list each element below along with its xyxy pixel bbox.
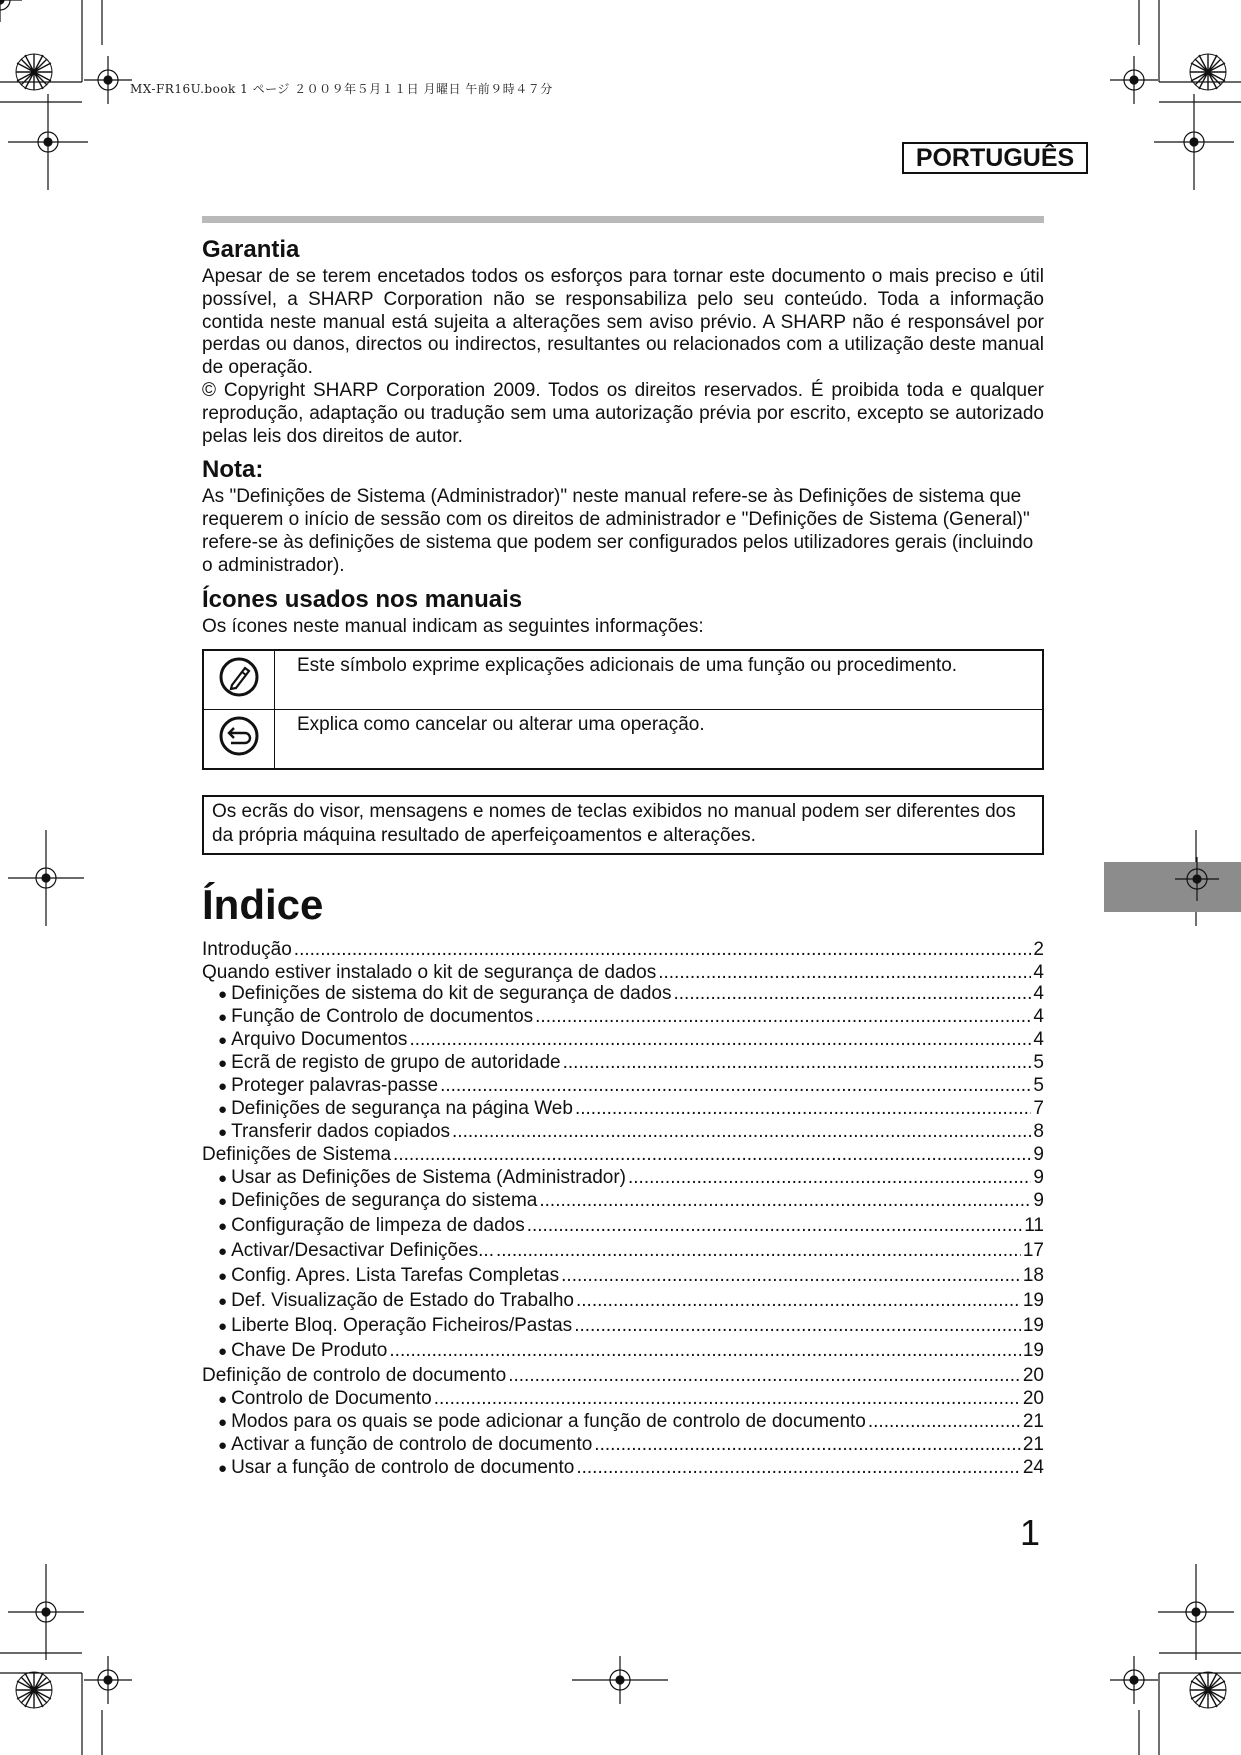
toc-entry-label: Definição de controlo de documento (202, 1365, 507, 1387)
toc-entry[interactable] (202, 1315, 1044, 1340)
toc-leader-dots (574, 1315, 1021, 1337)
bullet-icon: ● (218, 1170, 228, 1188)
warranty-heading: Garantia (202, 236, 300, 263)
toc-entry-page: 9 (1033, 1167, 1044, 1189)
toc-entry[interactable] (202, 1265, 1044, 1290)
toc-entry-label: Definições de segurança do sistema (231, 1190, 538, 1212)
note-heading: Nota: (202, 456, 264, 484)
toc-entry-label: Config. Apres. Lista Tarefas Completas (231, 1265, 560, 1287)
warranty-paragraph: Apesar de se terem encetados todos os esforços para tornar este documento o mais preciso e útil possível, a SHARP Corporation não se responsabiliza pelo seu conteúdo. Toda a informação contida neste manual está sujeita a alterações sem aviso prévio. A SHARP não é responsável por perdas ou danos, directos ou indirectos, resultantes ou relacionados com a utilização deste manual de operação. (202, 266, 1044, 379)
toc-entry[interactable] (202, 1075, 1044, 1098)
toc-entry[interactable] (202, 1388, 1044, 1411)
toc-entry[interactable] (202, 1098, 1044, 1121)
toc-entry-label: Ecrã de registo de grupo de autoridade (231, 1052, 561, 1074)
toc-leader-dots (576, 1457, 1021, 1479)
toc-entry[interactable] (202, 1144, 1044, 1167)
toc-entry-page: 9 (1033, 1190, 1044, 1212)
toc-entry[interactable] (202, 1411, 1044, 1434)
toc-leader-dots (594, 1434, 1021, 1456)
toc-entry-page: 11 (1024, 1215, 1044, 1237)
toc-entry-page: 9 (1033, 1144, 1044, 1166)
icons-table (202, 649, 1044, 770)
toc-entry-label: Usar a função de controlo de documento (231, 1457, 575, 1479)
toc-entry-page: 8 (1033, 1121, 1044, 1143)
toc-entry-label: Definições de segurança na página Web (231, 1098, 573, 1120)
toc-entry[interactable] (202, 939, 1044, 962)
toc-leader-dots (496, 1240, 1021, 1262)
toc-leader-dots (563, 1052, 1032, 1074)
toc-entry[interactable] (202, 983, 1044, 1006)
toc-entry[interactable] (202, 1215, 1044, 1240)
toc-entry-label: Chave De Produto (231, 1340, 388, 1362)
toc-entry-page: 18 (1022, 1265, 1044, 1287)
bullet-icon: ● (218, 1009, 228, 1027)
toc-leader-dots (508, 1365, 1021, 1387)
toc-leader-dots (539, 1190, 1031, 1212)
bullet-icon: ● (218, 1124, 228, 1142)
toc-entry-label: Arquivo Documentos (231, 1029, 408, 1051)
icons-table-row (203, 710, 1043, 770)
bullet-icon: ● (218, 1391, 228, 1409)
bullet-icon: ● (218, 1343, 228, 1361)
toc-leader-dots (440, 1075, 1031, 1097)
bullet-icon: ● (218, 1293, 228, 1311)
toc-entry-page: 20 (1022, 1388, 1044, 1410)
side-tab-registration-mark (1174, 856, 1220, 902)
toc-leader-dots (527, 1215, 1023, 1237)
icon-description: Explica como cancelar ou alterar uma operação. (275, 710, 1044, 770)
toc-entry-label: Definições de sistema do kit de segurança de dados (231, 983, 672, 1005)
toc-entry-page: 21 (1022, 1434, 1044, 1456)
toc-entry[interactable] (202, 962, 1044, 983)
bullet-icon: ● (218, 1193, 228, 1211)
toc-entry-page: 4 (1033, 1006, 1044, 1028)
toc-entry-page: 5 (1033, 1052, 1044, 1074)
toc-entry[interactable] (202, 1290, 1044, 1315)
toc-entry-label: Configuração de limpeza de dados (231, 1215, 525, 1237)
bullet-icon: ● (218, 1055, 228, 1073)
toc-leader-dots (434, 1388, 1021, 1410)
toc-leader-dots (868, 1411, 1021, 1433)
bullet-icon: ● (218, 1101, 228, 1119)
toc-entry-page: 17 (1022, 1240, 1044, 1262)
icons-heading: Ícones usados nos manuais (202, 585, 523, 613)
copyright-paragraph: © Copyright SHARP Corporation 2009. Todos os direitos reservados. É proibida toda e qualquer reprodução, adaptação ou tradução sem uma autorização prévia por escrito, excepto se autorizado pelas leis dos direitos de autor. (202, 379, 1044, 447)
bullet-icon: ● (218, 1414, 228, 1432)
toc-entry-label: Activar a função de controlo de documento (231, 1434, 593, 1456)
toc-entry-label: Usar as Definições de Sistema (Administrador) (231, 1167, 626, 1189)
toc-entry[interactable] (202, 1190, 1044, 1215)
toc-leader-dots (535, 1006, 1031, 1028)
toc-entry-page: 4 (1033, 962, 1044, 984)
chapter-side-tab (1104, 862, 1241, 912)
toc-entry[interactable] (202, 1365, 1044, 1388)
toc-entry-label: Função de Controlo de documentos (231, 1006, 534, 1028)
print-header: MX-FR16U.book 1 ページ ２００９年５月１１日 月曜日 午前９時４７分 (130, 82, 553, 96)
language-label: PORTUGUÊS (902, 142, 1088, 174)
toc-leader-dots (575, 1098, 1031, 1120)
toc-entry-page: 4 (1033, 1029, 1044, 1051)
toc-entry-page: 19 (1022, 1340, 1044, 1362)
page-number: 1 (1020, 1512, 1041, 1553)
toc-entry-page: 21 (1022, 1411, 1044, 1433)
index-heading: Índice (202, 881, 324, 929)
undo-arrow-icon (218, 715, 260, 757)
toc-entry-label: Def. Visualização de Estado do Trabalho (231, 1290, 574, 1312)
toc-leader-dots (674, 983, 1032, 1005)
toc-leader-dots (452, 1121, 1031, 1143)
toc-leader-dots (658, 962, 1031, 984)
icons-table-row (203, 650, 1043, 710)
toc-entry-page: 5 (1033, 1075, 1044, 1097)
toc-leader-dots (561, 1265, 1021, 1287)
toc-entry-page: 4 (1033, 983, 1044, 1005)
toc-entry-label: Controlo de Documento (231, 1388, 432, 1410)
bullet-icon: ● (218, 1218, 228, 1236)
table-of-contents (202, 939, 1044, 1480)
toc-entry-label: Transferir dados copiados (231, 1121, 451, 1143)
icon-cell (203, 650, 275, 710)
toc-entry[interactable] (202, 1457, 1044, 1480)
bullet-icon: ● (218, 1268, 228, 1286)
toc-entry-page: 7 (1033, 1098, 1044, 1120)
toc-entry[interactable] (202, 1029, 1044, 1052)
toc-entry-label: Proteger palavras-passe (231, 1075, 439, 1097)
bullet-icon: ● (218, 986, 228, 1004)
icon-description: Este símbolo exprime explicações adicionais de uma função ou procedimento. (275, 650, 1044, 710)
toc-entry[interactable] (202, 1240, 1044, 1265)
bullet-icon: ● (218, 1460, 228, 1478)
toc-entry-label: Definições de Sistema (202, 1144, 392, 1166)
top-rule (202, 216, 1044, 223)
toc-entry-label: Introdução (202, 939, 292, 961)
toc-entry[interactable] (202, 1006, 1044, 1029)
toc-entry-page: 2 (1033, 939, 1044, 961)
toc-entry[interactable] (202, 1167, 1044, 1190)
toc-leader-dots (409, 1029, 1031, 1051)
notice-box: Os ecrãs do visor, mensagens e nomes de teclas exibidos no manual podem ser diferentes dos da própria máquina resultado de aperfeiçoamentos e alterações. (202, 795, 1044, 855)
toc-leader-dots (628, 1167, 1031, 1189)
toc-entry-label: Modos para os quais se pode adicionar a função de controlo de documento (231, 1411, 866, 1433)
page-content (202, 234, 1044, 1480)
toc-entry[interactable] (202, 1434, 1044, 1457)
bullet-icon: ● (218, 1078, 228, 1096)
icon-cell (203, 710, 275, 770)
toc-leader-dots (389, 1340, 1020, 1362)
bullet-icon: ● (218, 1243, 228, 1261)
toc-entry-page: 24 (1022, 1457, 1044, 1479)
bullet-icon: ● (218, 1318, 228, 1336)
toc-leader-dots (294, 939, 1032, 961)
toc-leader-dots (393, 1144, 1031, 1166)
toc-entry-page: 20 (1022, 1365, 1044, 1387)
toc-entry-label: Quando estiver instalado o kit de segurança de dados (202, 962, 657, 984)
toc-entry-page: 19 (1022, 1315, 1044, 1337)
toc-entry[interactable] (202, 1121, 1044, 1144)
icons-intro: Os ícones neste manual indicam as seguintes informações: (202, 615, 704, 637)
bullet-icon: ● (218, 1032, 228, 1050)
toc-entry-label: Liberte Bloq. Operação Ficheiros/Pastas (231, 1315, 573, 1337)
toc-entry-label: Activar/Desactivar Definições... (231, 1240, 494, 1262)
note-paragraph: As "Definições de Sistema (Administrador)" neste manual refere-se às Definições de sistema que requerem o início de sessão com os direitos de administrador e "Definições de Sistema (General)" refere-se às definições de sistema que podem ser configurados pelos utilizadores gerais (incluindo o administrador). (202, 486, 1034, 576)
toc-leader-dots (576, 1290, 1021, 1312)
pencil-note-icon (218, 656, 260, 698)
toc-entry[interactable] (202, 1340, 1044, 1365)
toc-entry[interactable] (202, 1052, 1044, 1075)
toc-entry-page: 19 (1022, 1290, 1044, 1312)
bullet-icon: ● (218, 1437, 228, 1455)
